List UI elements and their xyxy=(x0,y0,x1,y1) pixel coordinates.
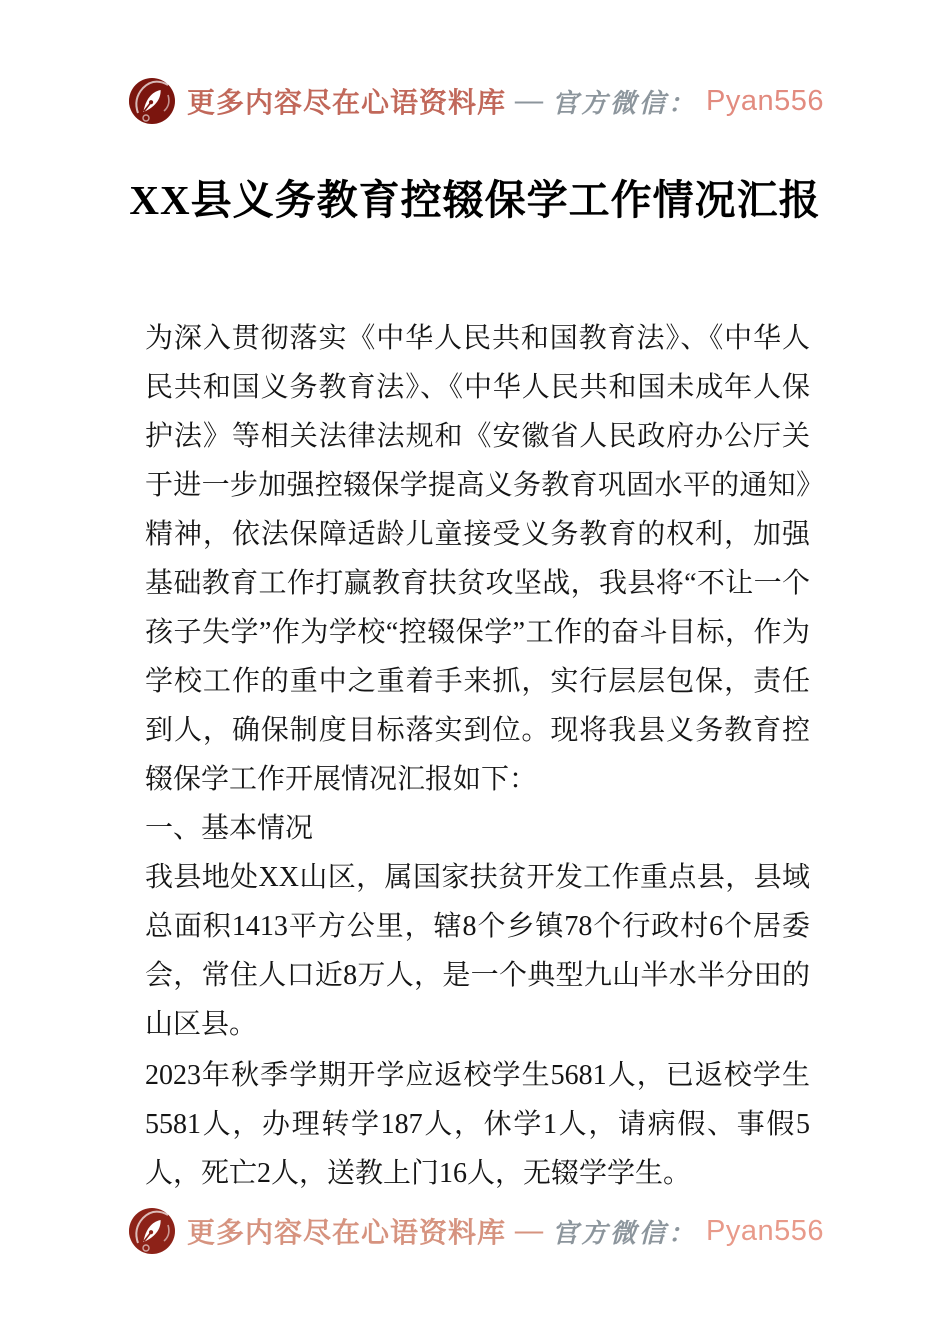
header-watermark xyxy=(0,72,950,130)
pen-swirl-logo-icon xyxy=(126,1205,178,1257)
section-heading-basic-situation: 一、基本情况 xyxy=(145,813,314,844)
document-body xyxy=(145,314,810,1198)
intro-paragraph: 为深入贯彻落实《中华人民共和国教育法》、《中华人民共和国义务教育法》、《中华人民共和国未成年人保护法》等相关法律法规和《安徽省人民政府办公厅关于进一步加强控辍保学提高义务教育巩固水平的通知》精神，依法保障适龄儿童接受义务教育的权利，加强基础教育工作打赢教育扶贫攻坚战，我县将“不让一个孩子失学”作为学校“控辍保学”工作的奋斗目标，作为学校工作的重中之重着手来抓，实行层层包保，责任到人，确保制度目标落实到位。现将我县义务教育控辍保学工作开展情况汇报如下： xyxy=(145,323,810,795)
em-dash: — xyxy=(515,85,543,116)
document-title: XX县义务教育控辍保学工作情况汇报 xyxy=(129,177,821,223)
enrollment-statistics-paragraph: 2023年秋季学期开学应返校学生5681人，已返校学生5581人，办理转学187人，休学1人，请病假、事假5人，死亡2人，送教上门16人，无辍学学生。 xyxy=(145,1060,810,1189)
footer-watermark xyxy=(0,1202,950,1260)
wechat-id: Pyan556 xyxy=(706,84,825,117)
em-dash: — xyxy=(515,1215,543,1246)
official-wechat-label: 官方微信： xyxy=(552,88,698,118)
wechat-id: Pyan556 xyxy=(706,1214,825,1247)
pen-swirl-logo-icon xyxy=(126,75,178,127)
official-wechat-label: 官方微信： xyxy=(552,1218,698,1248)
brand-text: 更多内容尽在心语资料库 xyxy=(186,1218,506,1249)
county-overview-paragraph: 我县地处XX山区，属国家扶贫开发工作重点县，县域总面积1413平方公里，辖8个乡镇78个行政村6个居委会，常住人口近8万人，是一个典型九山半水半分田的山区县。 xyxy=(145,862,810,1040)
brand-text: 更多内容尽在心语资料库 xyxy=(186,88,506,119)
